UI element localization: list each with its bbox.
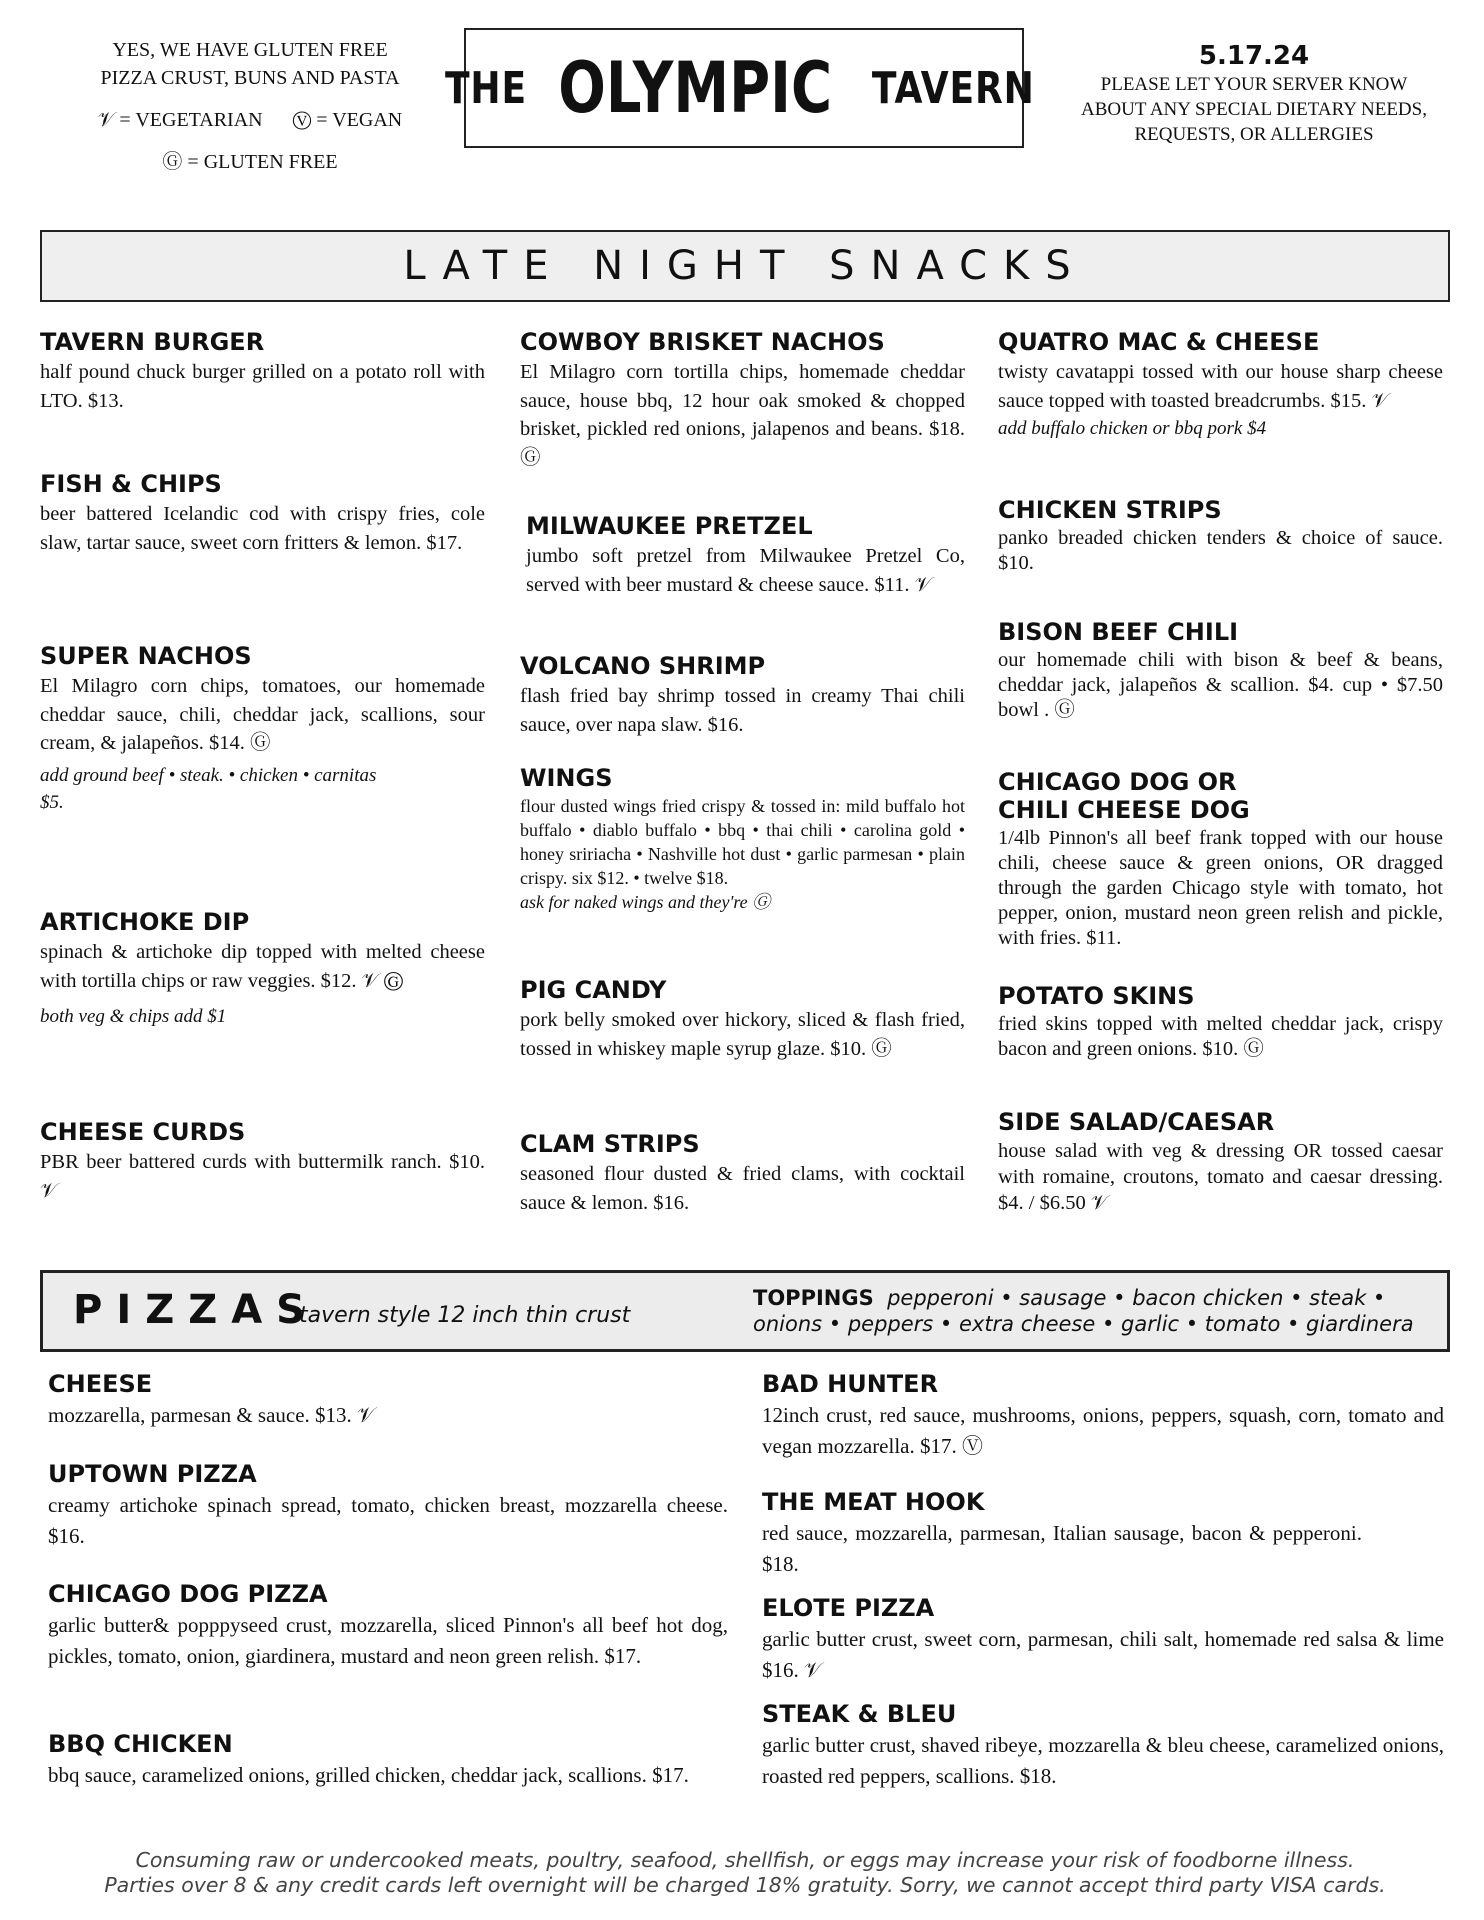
- menu-item: [40, 908, 485, 1030]
- menu-item: [40, 642, 485, 816]
- menu-item: [998, 328, 1443, 442]
- item-name: UPTOWN PIZZA: [48, 1460, 257, 1488]
- item-name: PIG CANDY: [520, 976, 667, 1004]
- item-name: CHICAGO DOG OR CHILI CHEESE DOG: [998, 768, 1250, 824]
- allergy-notice: [1064, 40, 1444, 147]
- item-desc: mozzarella, parmesan & sauce. $13. 𝒱: [48, 1403, 375, 1427]
- item-name: STEAK & BLEU: [762, 1700, 957, 1728]
- menu-item: [762, 1700, 1444, 1792]
- menu-item: [48, 1460, 728, 1552]
- logo-tavern: TAVERN: [871, 62, 1035, 114]
- toppings-values: pepperoni • sausage • bacon chicken • steak • onions • peppers • extra cheese • garlic • tomato • giardinera: [753, 1286, 1414, 1336]
- item-name: CHEESE: [48, 1370, 153, 1398]
- item-name: POTATO SKINS: [998, 982, 1195, 1010]
- menu-item: [40, 470, 485, 557]
- item-name: CHICAGO DOG PIZZA: [48, 1580, 328, 1608]
- allergy-line-1: PLEASE LET YOUR SERVER KNOW: [1100, 74, 1408, 95]
- restaurant-logo: [444, 28, 1035, 148]
- item-name: TAVERN BURGER: [40, 328, 265, 356]
- item-note: add ground beef • steak. • chicken • carnitas $5.: [40, 764, 377, 813]
- item-name: VOLCANO SHRIMP: [520, 652, 766, 680]
- item-desc: garlic butter& popppyseed crust, mozzarella, sliced Pinnon's all beef hot dog, pickles, tomato, onion, giardinera, mustard and neon green relish. $17.: [48, 1613, 728, 1668]
- legend-vegan: Ⓥ = VEGAN: [292, 109, 403, 131]
- item-name: CHICKEN STRIPS: [998, 496, 1222, 524]
- item-name: BBQ CHICKEN: [48, 1730, 233, 1758]
- menu-item: [526, 512, 965, 599]
- item-name: SUPER NACHOS: [40, 642, 252, 670]
- item-desc: half pound chuck burger grilled on a potato roll with LTO. $13.: [40, 361, 485, 412]
- item-note: ask for naked wings and they're Ⓖ: [520, 892, 771, 912]
- footer-disclaimer: [40, 1848, 1450, 1898]
- allergy-line-3: REQUESTS, OR ALLERGIES: [1134, 124, 1374, 145]
- menu-item: [48, 1730, 728, 1791]
- item-desc: creamy artichoke spinach spread, tomato, chicken breast, mozzarella cheese. $16.: [48, 1493, 728, 1548]
- item-desc: house salad with veg & dressing OR tossed caesar with romaine, croutons, tomato and caesar dressing. $4. / $6.50 𝒱: [998, 1140, 1443, 1214]
- item-name: ELOTE PIZZA: [762, 1594, 935, 1622]
- item-name: WINGS: [520, 764, 613, 792]
- pizza-subtitle: tavern style 12 inch thin crust: [299, 1303, 631, 1328]
- item-desc: garlic butter crust, shaved ribeye, mozzarella & bleu cheese, caramelized onions, roasted red peppers, scallions. $18.: [762, 1733, 1444, 1788]
- item-name: BAD HUNTER: [762, 1370, 939, 1398]
- item-desc: fried skins topped with melted cheddar jack, crispy bacon and green onions. $10. Ⓖ: [998, 1013, 1443, 1060]
- item-desc: red sauce, mozzarella, parmesan, Italian sausage, bacon & pepperoni. $18.: [762, 1521, 1362, 1576]
- item-note: add buffalo chicken or bbq pork $4: [998, 418, 1267, 439]
- legend-gluten-free: Ⓖ = GLUTEN FREE: [162, 151, 338, 173]
- footer-line-2: Parties over 8 & any credit cards left overnight will be charged 18% gratuity. Sorry, we cannot accept third party VISA cards.: [104, 1873, 1386, 1897]
- item-name: COWBOY BRISKET NACHOS: [520, 328, 885, 356]
- menu-item: [48, 1370, 728, 1431]
- menu-item: [520, 1130, 965, 1217]
- menu-item: [998, 768, 1443, 951]
- item-desc: bbq sauce, caramelized onions, grilled chicken, cheddar jack, scallions. $17.: [48, 1763, 689, 1787]
- menu-item: [48, 1580, 728, 1672]
- item-desc: spinach & artichoke dip topped with melted cheese with tortilla chips or raw veggies. $12. 𝒱 Ⓖ: [40, 941, 485, 992]
- item-desc: flash fried bay shrimp tossed in creamy Thai chili sauce, over napa slaw. $16.: [520, 685, 965, 736]
- menu-item: [998, 1108, 1443, 1216]
- item-desc: twisty cavatappi tossed with our house sharp cheese sauce topped with toasted breadcrumbs. $15. 𝒱: [998, 361, 1443, 412]
- menu-item: [520, 328, 965, 472]
- item-desc: seasoned flour dusted & fried clams, with cocktail sauce & lemon. $16.: [520, 1163, 965, 1214]
- dietary-info: [40, 36, 460, 176]
- section-title-snacks: LATE NIGHT SNACKS: [40, 230, 1450, 302]
- gluten-free-line-2: PIZZA CRUST, BUNS AND PASTA: [100, 67, 400, 89]
- menu-item: [520, 652, 965, 739]
- item-desc: jumbo soft pretzel from Milwaukee Pretzel Co, served with beer mustard & cheese sauce. $11. 𝒱: [526, 545, 965, 596]
- section-title-pizzas-banner: [40, 1270, 1450, 1352]
- allergy-line-2: ABOUT ANY SPECIAL DIETARY NEEDS,: [1081, 99, 1427, 120]
- logo-the: THE: [444, 62, 527, 114]
- item-name: CLAM STRIPS: [520, 1130, 700, 1158]
- gluten-free-line-1: YES, WE HAVE GLUTEN FREE: [112, 39, 388, 61]
- item-name: SIDE SALAD/CAESAR: [998, 1108, 1275, 1136]
- toppings-list: [753, 1285, 1433, 1337]
- item-name: QUATRO MAC & CHEESE: [998, 328, 1320, 356]
- item-desc: flour dusted wings fried crispy & tossed in: mild buffalo hot buffalo • diablo buffalo • bbq • thai chili • carolina gold • honey sririacha • Nashville hot dust • garlic parmesan • plain crispy. six $12. • twelve $18.: [520, 796, 965, 888]
- item-name: CHEESE CURDS: [40, 1118, 246, 1146]
- item-desc: 12inch crust, red sauce, mushrooms, onions, peppers, squash, corn, tomato and vegan mozzarella. $17. Ⓥ: [762, 1403, 1444, 1458]
- menu-item: [520, 764, 965, 914]
- toppings-label: TOPPINGS: [753, 1286, 874, 1310]
- item-desc: garlic butter crust, sweet corn, parmesan, chili salt, homemade red salsa & lime $16. 𝒱: [762, 1627, 1444, 1682]
- menu-item: [762, 1370, 1444, 1462]
- footer-line-1: Consuming raw or undercooked meats, poultry, seafood, shellfish, or eggs may increase your risk of foodborne illness.: [135, 1848, 1355, 1872]
- item-desc: 1/4lb Pinnon's all beef frank topped with our house chili, cheese sauce & green onions, OR dragged through the garden Chicago style with tomato, hot pepper, onion, mustard neon green relish and pickle, with fries. $11.: [998, 827, 1443, 949]
- item-desc: El Milagro corn chips, tomatoes, our homemade cheddar sauce, chili, cheddar jack, scallions, sour cream, & jalapeños. $14. Ⓖ: [40, 675, 485, 754]
- menu-item: [40, 1118, 485, 1205]
- item-name: FISH & CHIPS: [40, 470, 222, 498]
- item-desc: El Milagro corn tortilla chips, homemade cheddar sauce, house bbq, 12 hour oak smoked & chopped brisket, pickled red onions, jalapenos and beans. $18. Ⓖ: [520, 361, 965, 469]
- section-title-pizzas: PIZZAS: [73, 1287, 319, 1333]
- item-name: ARTICHOKE DIP: [40, 908, 250, 936]
- menu-item: [998, 618, 1443, 723]
- item-desc: PBR beer battered curds with buttermilk ranch. $10. 𝒱: [40, 1151, 485, 1202]
- menu-item: [998, 982, 1443, 1062]
- item-name: THE MEAT HOOK: [762, 1488, 985, 1516]
- menu-item: [40, 328, 485, 415]
- item-desc: panko breaded chicken tenders & choice of sauce. $10.: [998, 527, 1443, 574]
- item-name: MILWAUKEE PRETZEL: [526, 512, 813, 540]
- item-note: both veg & chips add $1: [40, 1006, 227, 1027]
- menu-item: [998, 496, 1443, 576]
- menu-date: 5.17.24: [1198, 41, 1310, 71]
- legend-row: [40, 106, 460, 134]
- menu-item: [762, 1488, 1444, 1580]
- item-desc: pork belly smoked over hickory, sliced & flash fried, tossed in whiskey maple syrup glaze. $10. Ⓖ: [520, 1009, 965, 1060]
- item-desc: our homemade chili with bison & beef & beans, cheddar jack, jalapeños & scallion. $4. cup • $7.50 bowl . Ⓖ: [998, 649, 1443, 721]
- menu-item: [520, 976, 965, 1063]
- legend-vegetarian: 𝒱 = VEGETARIAN: [97, 109, 263, 131]
- menu-item: [762, 1594, 1444, 1686]
- item-name: BISON BEEF CHILI: [998, 618, 1239, 646]
- logo-olympic: OLYMPIC: [557, 47, 832, 129]
- item-desc: beer battered Icelandic cod with crispy fries, cole slaw, tartar sauce, sweet corn fritters & lemon. $17.: [40, 503, 485, 554]
